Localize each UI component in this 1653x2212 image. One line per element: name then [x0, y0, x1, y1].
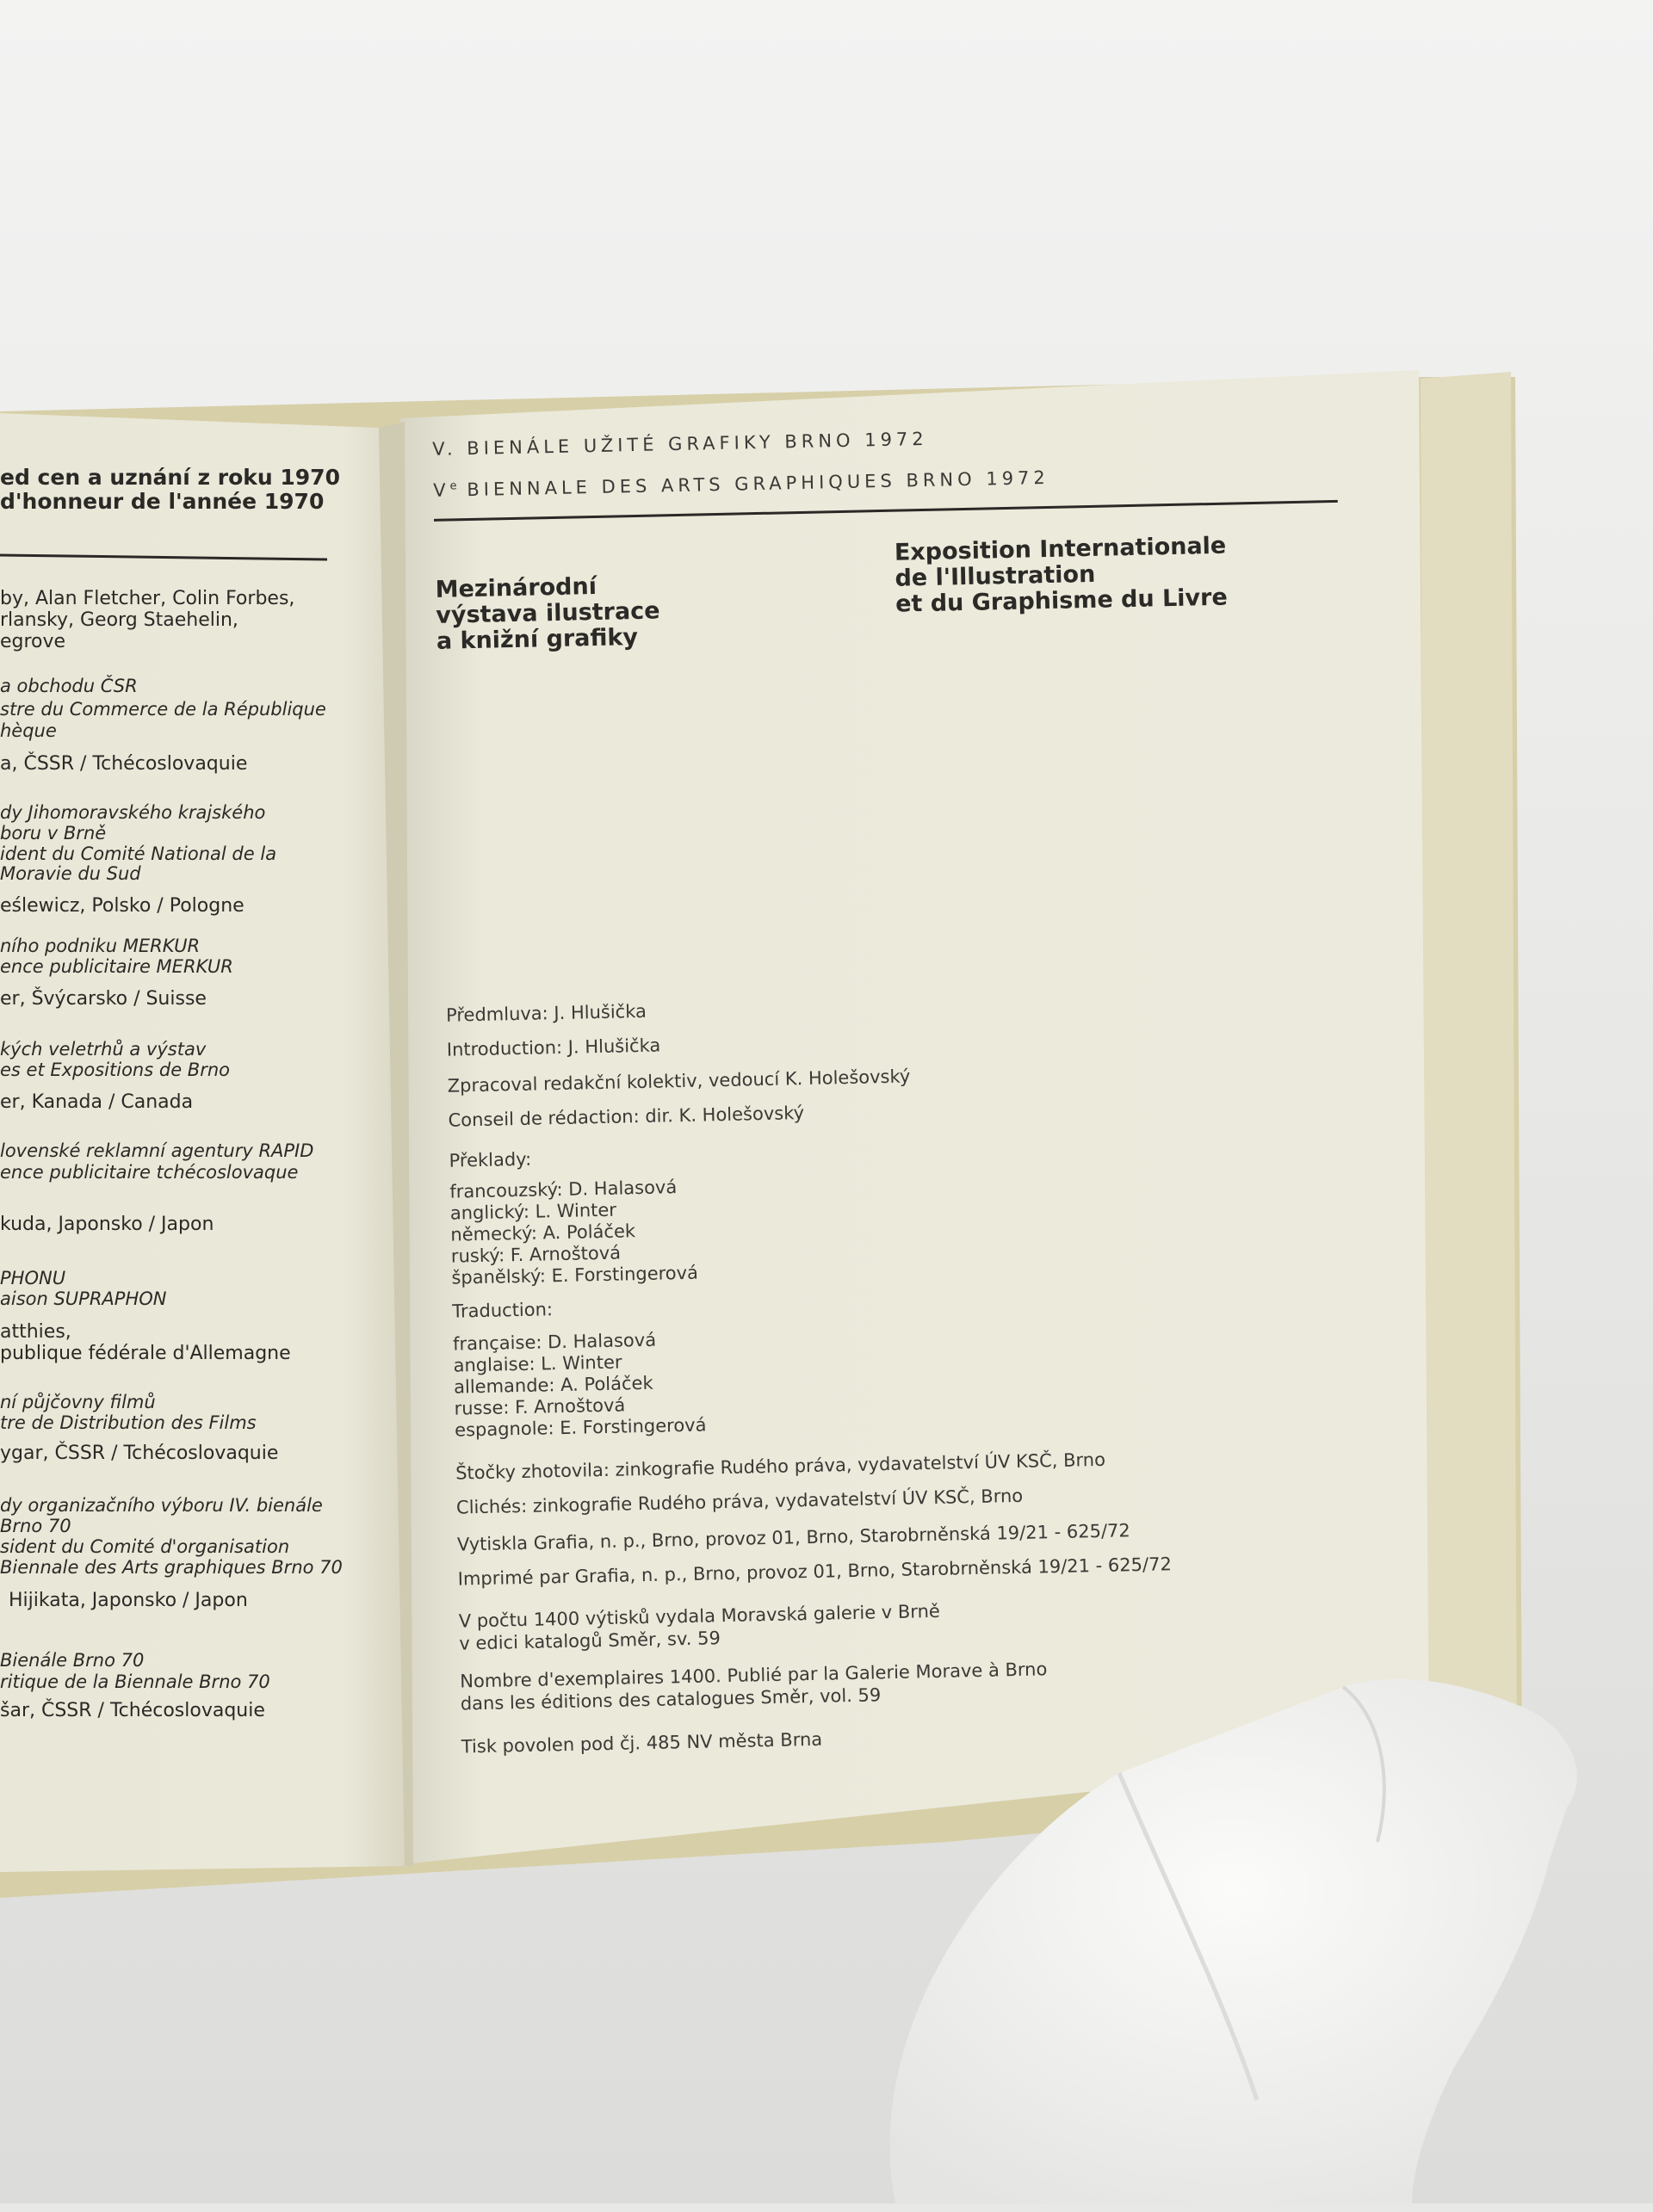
left-line-23: kuda, Japonsko / Japon: [0, 1214, 214, 1235]
credit-15: russe: F. Arnoštová: [454, 1394, 626, 1419]
credit-7: anglický: L. Winter: [449, 1199, 617, 1224]
header-french: [433, 467, 1049, 501]
header-french-prefix: V: [433, 479, 450, 501]
header-czech: V. BIENÁLE UŽITÉ GRAFIKY BRNO 1972: [432, 428, 928, 460]
credit-2: Introduction: J. Hlušička: [446, 1035, 661, 1060]
left-line-8: hèque: [0, 720, 57, 741]
left-line-24: PHONU: [0, 1268, 66, 1288]
left-line-11: boru v Brně: [0, 823, 107, 843]
credit-24: dans les éditions des catalogues Směr, vol. 59: [460, 1684, 882, 1715]
credit-21: V počtu 1400 výtisků vydala Moravská galerie v Brně: [458, 1600, 941, 1632]
credit-20: Imprimé par Grafia, n. p., Brno, provoz 01, Brno, Starobrněnská 19/21 - 625/72: [457, 1554, 1173, 1590]
left-line-6: a obchodu ČSR: [0, 676, 138, 696]
credit-13: anglaise: L. Winter: [453, 1351, 622, 1376]
left-line-26: atthies,: [0, 1321, 71, 1343]
block-fr-line-3: et du Graphisme du Livre: [895, 584, 1229, 618]
credit-6: francouzský: D. Halasová: [449, 1177, 678, 1202]
credit-14: allemande: A. Poláček: [453, 1372, 653, 1398]
credit-23: Nombre d'exemplaires 1400. Publié par la Galerie Morave à Brno: [460, 1659, 1048, 1692]
left-line-32: Brno 70: [0, 1516, 71, 1536]
left-line-10: dy Jihomoravského krajského: [0, 802, 266, 823]
block-cz-line-1: Mezinárodní: [435, 572, 597, 603]
credit-8: německý: A. Poláček: [450, 1220, 636, 1245]
left-line-12: ident du Comité National de la: [0, 843, 277, 864]
header-french-main: BIENNALE DES ARTS GRAPHIQUES BRNO 1972: [467, 466, 1049, 501]
left-line-36: Bienále Brno 70: [0, 1650, 145, 1671]
left-line-3: by, Alan Fletcher, Colin Forbes,: [0, 588, 295, 609]
header-french-sup: e: [449, 479, 457, 493]
left-line-1: ed cen a uznání z roku 1970: [0, 465, 340, 490]
credit-19: Vytiskla Grafia, n. p., Brno, provoz 01, Brno, Starobrněnská 19/21 - 625/72: [456, 1520, 1130, 1555]
credit-16: espagnole: E. Forstingerová: [454, 1414, 707, 1441]
header-rule: [434, 500, 1338, 522]
left-line-21: lovenské reklamní agentury RAPID: [0, 1140, 314, 1161]
left-line-27: publique fédérale d'Allemagne: [0, 1343, 291, 1364]
credit-17: Štočky zhotovila: zinkografie Rudého práva, vydavatelství ÚV KSČ, Brno: [455, 1449, 1106, 1484]
credit-22: v edici katalogů Směr, sv. 59: [459, 1628, 721, 1654]
left-line-29: tre de Distribution des Films: [0, 1412, 257, 1433]
left-line-7: stre du Commerce de la République: [0, 699, 326, 720]
block-cz-line-3: a knižní grafiky: [436, 623, 639, 655]
left-line-16: ence publicitaire MERKUR: [0, 956, 233, 977]
left-line-28: ní půjčovny filmů: [0, 1392, 156, 1412]
left-line-20: er, Kanada / Canada: [0, 1091, 194, 1113]
credit-10: španělský: E. Forstingerová: [451, 1262, 699, 1288]
left-line-9: a, ČSSR / Tchécoslovaquie: [0, 753, 248, 775]
credit-18: Clichés: zinkografie Rudého práva, vydavatelství ÚV KSČ, Brno: [455, 1485, 1024, 1518]
credit-11: Traduction:: [452, 1299, 554, 1322]
left-line-34: Biennale des Arts graphiques Brno 70: [0, 1557, 343, 1578]
credit-9: ruský: F. Arnoštová: [450, 1242, 622, 1267]
left-line-38: šar, ČSSR / Tchécoslovaquie: [0, 1700, 265, 1721]
credit-5: Překlady:: [449, 1148, 532, 1171]
left-line-14: eślewicz, Polsko / Pologne: [0, 895, 245, 917]
credit-1: Předmluva: J. Hlušička: [445, 1000, 647, 1026]
left-line-31: dy organizačního výboru IV. bienále: [0, 1495, 323, 1516]
left-line-25: aison SUPRAPHON: [0, 1288, 167, 1309]
left-line-18: kých veletrhů a výstav: [0, 1039, 207, 1060]
credit-25: Tisk povolen pod čj. 485 NV města Brna: [461, 1728, 823, 1758]
left-line-35: Hijikata, Japonsko / Japon: [9, 1590, 248, 1611]
left-line-5: egrove: [0, 631, 66, 652]
left-line-37: ritique de la Biennale Brno 70: [0, 1671, 270, 1692]
credit-12: française: D. Halasová: [452, 1329, 657, 1355]
left-line-17: er, Švýcarsko / Suisse: [0, 988, 207, 1010]
left-line-13: Moravie du Sud: [0, 863, 141, 884]
left-line-30: ygar, ČSSR / Tchécoslovaquie: [0, 1443, 279, 1464]
left-line-19: es et Expositions de Brno: [0, 1060, 230, 1080]
left-line-33: sident du Comité d'organisation: [0, 1536, 290, 1557]
block-cz-line-2: výstava ilustrace: [435, 597, 660, 629]
left-line-4: rlansky, Georg Staehelin,: [0, 609, 238, 631]
left-line-22: ence publicitaire tchécoslovaque: [0, 1162, 299, 1183]
left-line-15: ního podniku MERKUR: [0, 936, 201, 956]
block-fr-line-2: de l'Illustration: [895, 560, 1096, 592]
credit-3: Zpracoval redakční kolektiv, vedoucí K. Holešovský: [447, 1066, 911, 1097]
block-fr-line-1: Exposition Internationale: [894, 532, 1227, 566]
credit-4: Conseil de rédaction: dir. K. Holešovský: [448, 1103, 805, 1131]
left-line-2: d'honneur de l'année 1970: [0, 489, 325, 514]
